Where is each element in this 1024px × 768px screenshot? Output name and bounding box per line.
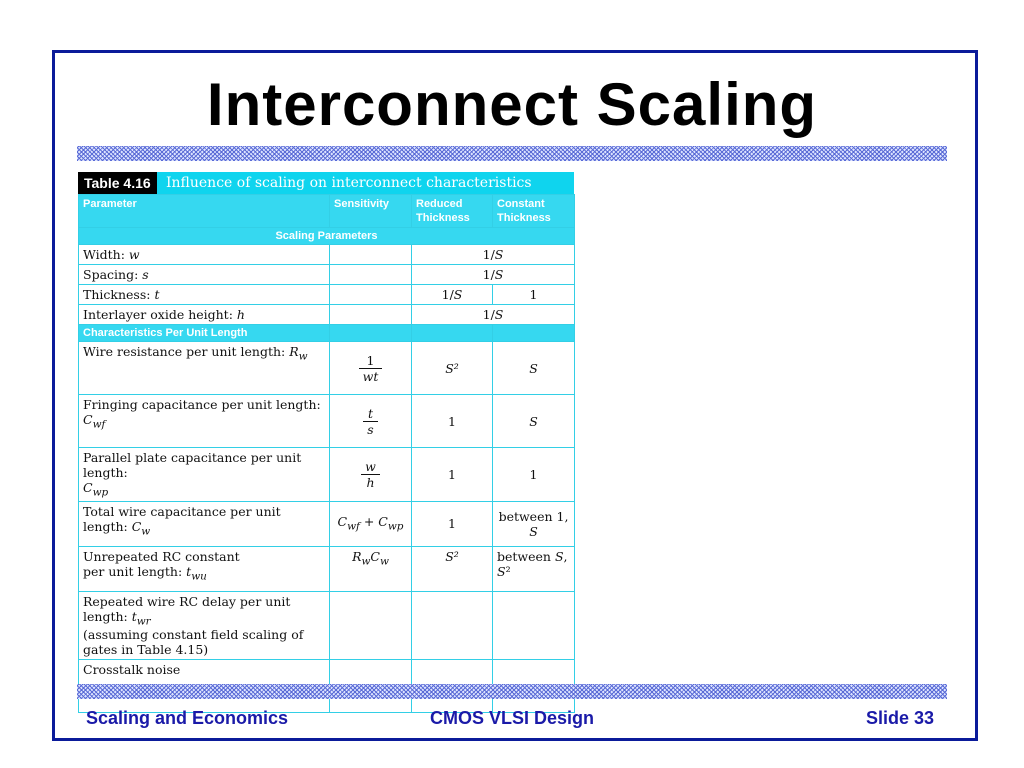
param-cell: Thickness: t	[79, 285, 330, 305]
table-row	[79, 395, 575, 448]
param-cell: Width: w	[79, 245, 330, 265]
value-cell: 1/S	[412, 285, 493, 305]
col-header: Reduced Thickness	[412, 195, 493, 228]
table-row	[79, 546, 575, 591]
value-cell: 1	[412, 395, 493, 448]
sensitivity-cell	[330, 305, 412, 325]
table-row	[79, 448, 575, 502]
table-caption	[78, 172, 574, 194]
table-row	[79, 265, 575, 285]
col-header: Constant Thickness	[493, 195, 575, 228]
param-cell: Interlayer oxide height: h	[79, 305, 330, 325]
sensitivity-cell: $R_wC_w$	[330, 546, 412, 591]
value-cell: S²	[412, 342, 493, 395]
param-cell: Fringing capacitance per unit length: $C_{wf}$	[79, 395, 330, 448]
table-row	[79, 591, 575, 660]
value-cell: 1/S	[412, 305, 575, 325]
sensitivity-cell	[330, 245, 412, 265]
sensitivity-cell	[330, 591, 412, 660]
value-cell: S²	[412, 546, 493, 591]
sensitivity-cell	[330, 285, 412, 305]
value-cell	[412, 591, 493, 660]
param-cell: Total wire capacitance per unit length: $C_w$	[79, 501, 330, 546]
table-row	[79, 245, 575, 265]
table-label: Table 4.16	[78, 172, 157, 194]
table-header-row	[79, 195, 575, 228]
footer-center: CMOS VLSI Design	[429, 708, 595, 728]
scaling-table	[78, 172, 574, 713]
slide-title: Interconnect Scaling	[206, 71, 818, 138]
value-cell: 1	[493, 448, 575, 502]
value-cell: S	[493, 342, 575, 395]
param-cell: Repeated wire RC delay per unit length: $t_{wr}$ (assuming constant field scaling of gates in Table 4.15)	[79, 591, 330, 660]
sensitivity-cell	[330, 265, 412, 285]
param-cell: Parallel plate capacitance per unit length: $C_{wp}$	[79, 448, 330, 502]
sensitivity-cell: $\frac{t}{s}$	[330, 395, 412, 448]
col-header: Parameter	[79, 195, 330, 228]
table-caption-text: Influence of scaling on interconnect characteristics	[166, 175, 532, 191]
value-cell: 1/S	[412, 245, 575, 265]
footer-right: Slide 33	[865, 708, 934, 728]
sensitivity-cell: $C_{wf} + C_{wp}$	[330, 501, 412, 546]
sensitivity-cell: $\frac{w}{h}$	[330, 448, 412, 502]
value-cell	[493, 591, 575, 660]
section-label: Scaling Parameters	[79, 228, 575, 245]
value-cell: 1	[412, 448, 493, 502]
value-cell: between 1, S	[493, 501, 575, 546]
param-cell: Wire resistance per unit length: $R_w$	[79, 342, 330, 395]
sensitivity-cell: $\frac{1}{wt}$	[330, 342, 412, 395]
section-row	[79, 228, 575, 245]
param-cell: Spacing: s	[79, 265, 330, 285]
value-cell: 1/S	[412, 265, 575, 285]
top-divider-band	[77, 146, 947, 161]
value-cell: S	[493, 395, 575, 448]
param-cell: Unrepeated RC constant per unit length: $t_{wu}$	[79, 546, 330, 591]
section-label: Characteristics Per Unit Length	[79, 325, 330, 342]
table-row	[79, 501, 575, 546]
section-row	[79, 325, 575, 342]
value-cell: 1	[493, 285, 575, 305]
col-header: Sensitivity	[330, 195, 412, 228]
table-row	[79, 305, 575, 325]
footer-left: Scaling and Economics	[86, 708, 289, 728]
value-cell: 1	[412, 501, 493, 546]
table-row	[79, 285, 575, 305]
table-row	[79, 342, 575, 395]
bottom-divider-band	[77, 684, 947, 699]
value-cell: between S, S²	[493, 546, 575, 591]
param-cell: Crosstalk noise	[79, 660, 330, 713]
